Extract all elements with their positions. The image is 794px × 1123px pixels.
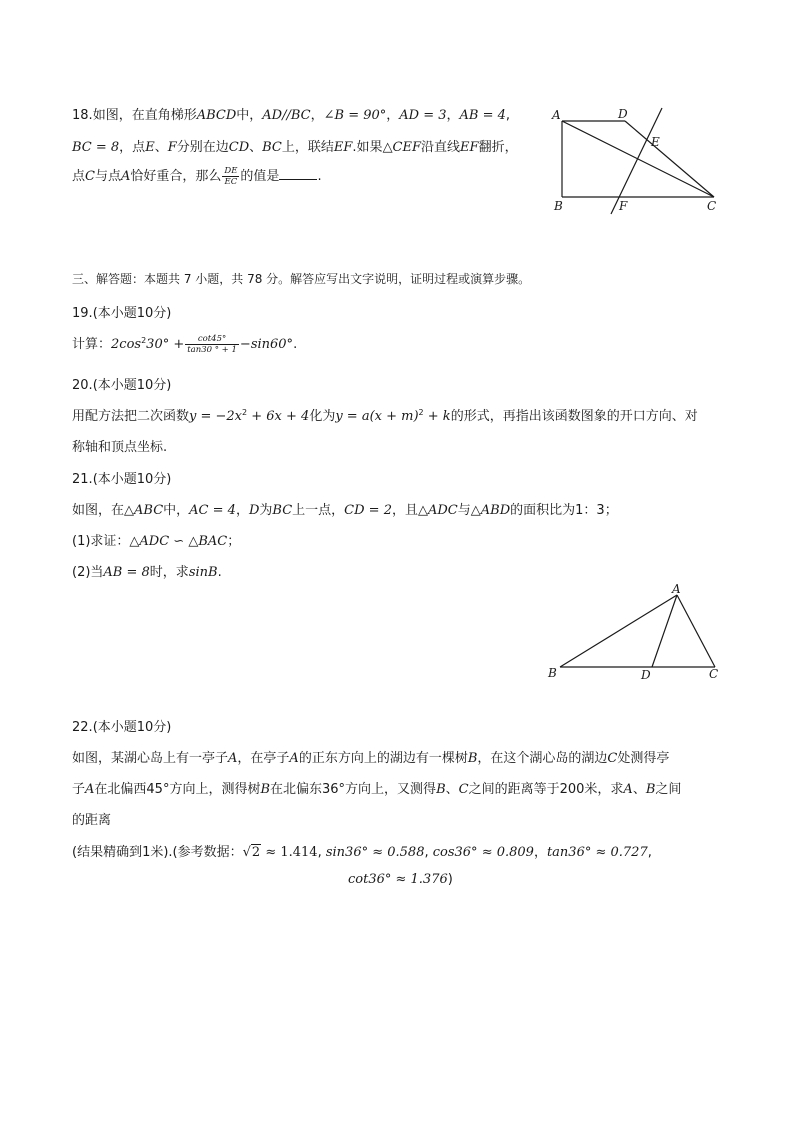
q20-line2: 称轴和顶点坐标.: [72, 440, 168, 455]
fraction-de-ec: $\frac{DE}{EC}$: [224, 166, 238, 187]
score-note: (本小题10分): [92, 306, 172, 321]
label-d: D: [618, 107, 628, 121]
question-number: 22.: [72, 720, 93, 735]
q21-triangle-figure: [540, 580, 730, 685]
segment-ac: [677, 595, 715, 667]
label-b: B: [548, 666, 557, 680]
q21-header: [72, 468, 171, 487]
fraction-cot-tan: $\frac{\cot 45^\circ}{\tan 30 ^\circ + 1}$: [187, 334, 237, 355]
q18-line1: 18.如图，在直角梯形ABCD中，AD//BC，∠B = 90°，AD = 3，AB = 4,: [72, 108, 511, 123]
q22-line2: 子A在北偏西45°方向上，测得树B在北偏东36°方向上，又测得B、C之间的距离等于200米，求A、B之间: [72, 782, 682, 797]
segment-ad: [652, 595, 677, 667]
label-b: B: [554, 199, 563, 213]
answer-blank: [279, 167, 317, 180]
label-c: C: [709, 667, 719, 681]
question-number: 20.: [72, 378, 93, 393]
label-a: A: [552, 108, 561, 122]
q22-header: [72, 716, 171, 735]
question-number: 19.: [72, 306, 93, 321]
score-note: (本小题10分): [92, 472, 172, 487]
label-f: F: [619, 199, 628, 213]
q20-line1: 用配方法把二次函数$y = -2x^2 + 6x + 4$化为$y = a(x + m)^2 + k$的形式，再指出该函数图象的开口方向、对: [72, 408, 698, 424]
q18-line3: 点C与点A恰好重合，那么 $\frac{DE}{EC}$ 的值是 .: [72, 166, 322, 187]
question-number: 21.: [72, 472, 93, 487]
q21-line1: 如图，在△ABC中，AC = 4，D为BC上一点，CD = 2，且△ADC与△ABD的面积比为1：3；: [72, 503, 618, 518]
q21-part2: (2)当AB = 8时，求sinB.: [72, 565, 222, 580]
q18-line2: BC = 8，点E、F分别在边CD、BC上，联结EF.如果△CEF沿直线EF翻折，: [72, 140, 518, 155]
q20-header: [72, 374, 171, 393]
q22-line4: (结果精确到1米).(参考数据：√2 ≈ 1.414, sin36° ≈ 0.588, cos36° ≈ 0.809，tan36° ≈ 0.727,: [72, 845, 652, 860]
q19-header: [72, 302, 171, 321]
sqrt-expression: √2: [242, 845, 261, 860]
label-e: E: [651, 135, 660, 149]
segment-ab: [560, 595, 677, 667]
q18-trapezoid-figure: [540, 100, 740, 220]
score-note: (本小题10分): [92, 720, 172, 735]
q22-line3: 的距离: [72, 813, 112, 828]
section-heading: 三、解答题：本题共 7 小题，共 78 分。解答应写出文字说明，证明过程或演算步骤。: [72, 272, 531, 286]
label-a: A: [672, 582, 681, 596]
q22-line5: cot36° ≈ 1.376): [348, 872, 453, 887]
q22-line1: 如图，某湖心岛上有一亭子A，在亭子A的正东方向上的湖边有一棵树B，在这个湖心岛的湖边C处测得亭: [72, 751, 670, 766]
q19-expression: 计算：$2\cos^230^\circ$ + $\frac{\cot 45^\circ}{\tan 30 ^\circ + 1}$ −sin60°.: [72, 334, 298, 355]
score-note: (本小题10分): [92, 378, 172, 393]
label-d: D: [641, 668, 651, 682]
q21-part1: (1)求证：△ADC ∽ △BAC；: [72, 534, 241, 549]
question-number: 18.: [72, 108, 93, 123]
label-c: C: [707, 199, 717, 213]
